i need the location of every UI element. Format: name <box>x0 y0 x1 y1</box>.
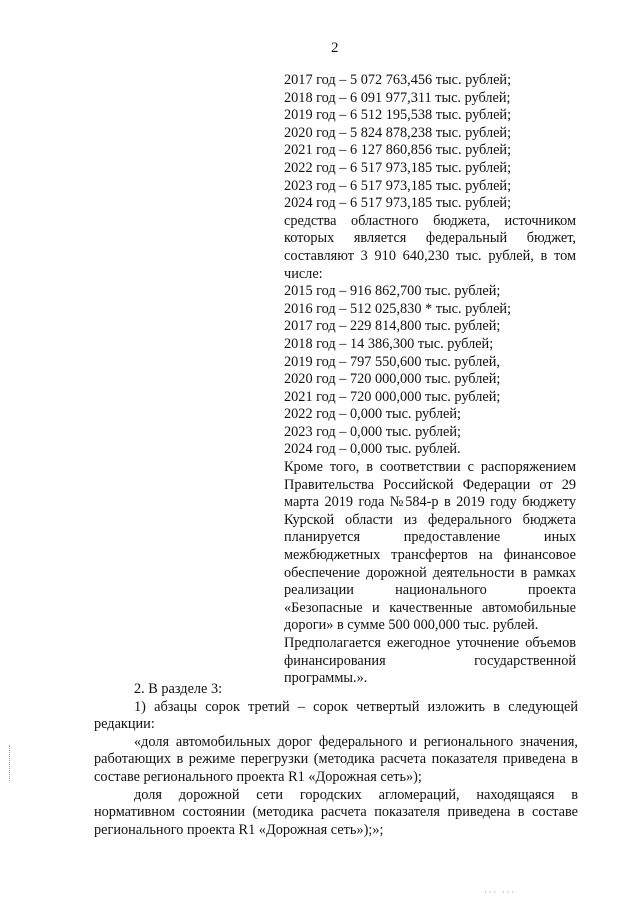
federal-years-list <box>284 283 576 459</box>
list-item: 2016 год – 512 025,830 * тыс. рублей; <box>284 300 512 317</box>
scan-margin-mark <box>9 745 12 781</box>
federal-intro-paragraph: средства областного бюджета, источником которых является федеральный бюджет, составляют 3 910 640,230 тыс. рублей, в том числе: <box>284 212 576 282</box>
list-item: 2024 год – 0,000 тыс. рублей. <box>284 441 461 458</box>
list-item: 2019 год – 6 512 195,538 тыс. рублей; <box>284 107 512 124</box>
main-body-text <box>94 681 578 839</box>
paragraph: «доля автомобильных дорог федерального и регионального значения, работающих в режиме перегрузки (методика расчета показателя приведена в составе регионального проекта R1 «Дорожная сеть»); <box>94 733 578 785</box>
list-item: 2021 год – 720 000,000 тыс. рублей; <box>284 388 501 405</box>
list-item: 2019 год – 797 550,600 тыс. рублей, <box>284 353 500 370</box>
list-item: 2022 год – 0,000 тыс. рублей; <box>284 406 462 423</box>
section-heading: 2. В разделе 3: <box>134 681 223 697</box>
additional-transfers-paragraph: Кроме того, в соответствии с распоряжением Правительства Российской Федерации от 29 марта 2019 года №584-р в 2019 году бюджету Курской области из федерального бюджета планируется предоставление иных межбюджетных трансфертов на финансовое обеспечение дорожной деятельности в рамках реализации национального проекта «Безопасные и качественные автомобильные дороги» в сумме 500 000,000 тыс. рублей. <box>284 459 576 634</box>
list-item: 2018 год – 6 091 977,311 тыс. рублей; <box>284 89 511 106</box>
list-item: 2017 год – 229 814,800 тыс. рублей; <box>284 318 501 335</box>
page-number: 2 <box>331 40 339 56</box>
list-item: 2022 год – 6 517 973,185 тыс. рублей; <box>284 159 512 176</box>
list-item: 2020 год – 720 000,000 тыс. рублей; <box>284 371 501 388</box>
scan-corner-mark: ··· ··· <box>484 888 516 897</box>
list-item: 2021 год – 6 127 860,856 тыс. рублей; <box>284 142 512 159</box>
list-item: 2020 год – 5 824 878,238 тыс. рублей; <box>284 124 512 141</box>
list-item: 2023 год – 6 517 973,185 тыс. рублей; <box>284 177 512 194</box>
financing-column <box>284 72 576 688</box>
paragraph: доля дорожной сети городских агломераций, находящаяся в нормативном состоянии (методика расчета показателя приведена в составе регионального проекта R1 «Дорожная сеть»);»; <box>94 786 578 838</box>
paragraph: 1) абзацы сорок третий – сорок четвертый изложить в следующей редакции: <box>94 698 578 733</box>
list-item: 2015 год – 916 862,700 тыс. рублей; <box>284 283 501 300</box>
total-years-list <box>284 72 576 213</box>
list-item: 2017 год – 5 072 763,456 тыс. рублей; <box>284 72 512 88</box>
list-item: 2023 год – 0,000 тыс. рублей; <box>284 423 462 440</box>
list-item: 2024 год – 6 517 973,185 тыс. рублей; <box>284 195 512 212</box>
annual-adjustment-paragraph: Предполагается ежегодное уточнение объемов финансирования государственной программы.». <box>284 635 576 687</box>
list-item: 2018 год – 14 386,300 тыс. рублей; <box>284 335 494 352</box>
